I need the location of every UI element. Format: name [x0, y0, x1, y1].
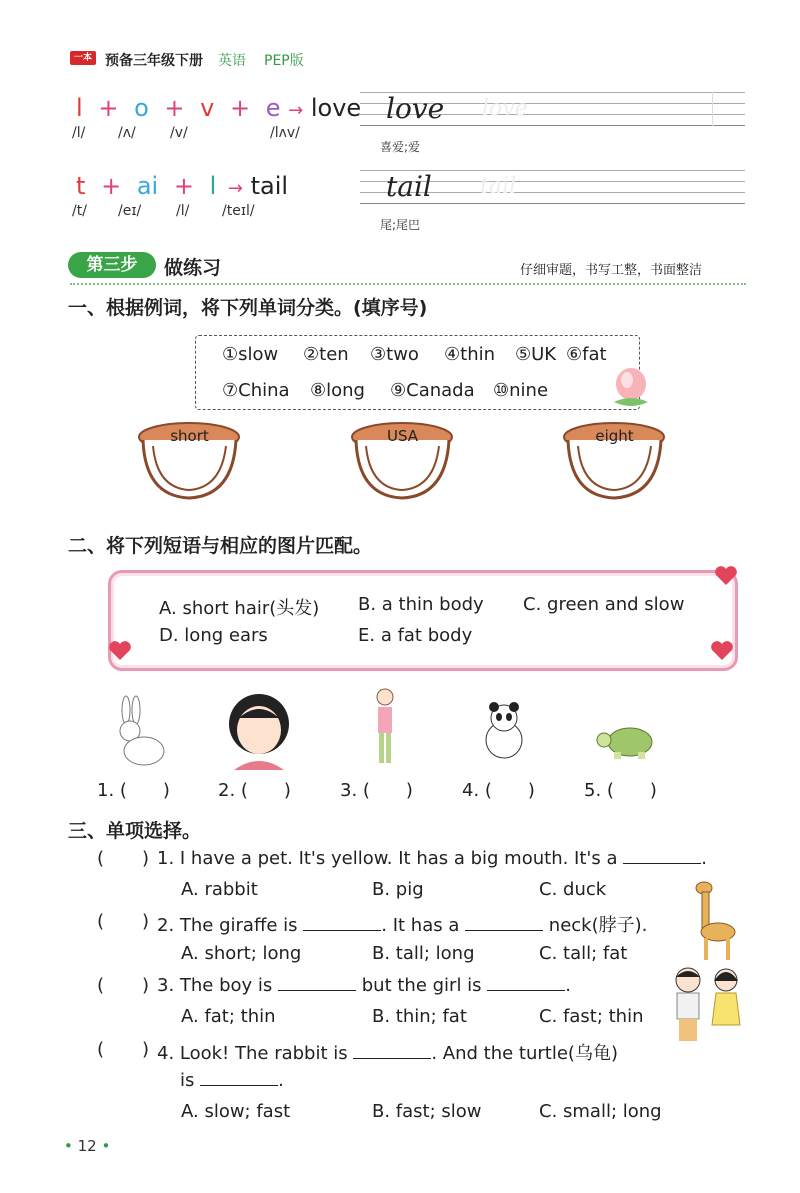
basket-label: short: [170, 427, 209, 445]
word-item: ②ten: [303, 344, 349, 365]
ipa-symbol: /eɪ/: [118, 203, 142, 219]
option-b: B. a thin body: [358, 594, 484, 615]
answer-paren[interactable]: ( ): [97, 1039, 150, 1060]
series-badge: 一本: [70, 51, 96, 65]
word-item: ⑥fat: [566, 344, 607, 365]
option-d: D. long ears: [159, 625, 268, 646]
word-item: ④thin: [444, 344, 496, 365]
ipa-symbol: /teɪl/: [222, 203, 255, 219]
step-tip: 仔细审题，书写工整，书面整洁: [520, 263, 703, 278]
word-bank: [195, 335, 640, 410]
question-2: 2. The giraffe is . It has a neck(脖子).: [157, 915, 648, 936]
option[interactable]: B. fast; slow: [372, 1101, 482, 1122]
panda-icon: [478, 700, 533, 760]
plus-sign: +: [98, 94, 119, 122]
basket-short[interactable]: [137, 420, 242, 506]
subject-label: 英语: [218, 53, 246, 69]
ipa-symbol: /v/: [170, 125, 188, 141]
ipa-symbol: /ʌ/: [118, 125, 136, 141]
phonic-word: love: [310, 94, 362, 122]
question-1: 1. I have a pet. It's yellow. It has a big mouth. It's a .: [157, 848, 707, 869]
basket-label: eight: [595, 427, 634, 445]
option-a: A. short hair(头发): [159, 598, 320, 619]
turtle-icon: [594, 718, 660, 762]
option[interactable]: B. tall; long: [372, 943, 475, 964]
option[interactable]: B. thin; fat: [372, 1006, 467, 1027]
question-3: 3. The boy is but the girl is .: [157, 975, 571, 996]
girl-short-hair-icon: [224, 690, 294, 770]
phonic-word: tail: [250, 172, 289, 200]
handwritten-word: love: [386, 92, 445, 125]
word-item: ③two: [370, 344, 419, 365]
heart-icon: [108, 640, 132, 662]
meaning: 喜爱;爱: [380, 140, 421, 154]
word-item: ⑦China: [222, 380, 290, 401]
option-c: C. green and slow: [523, 594, 685, 615]
ipa-symbol: /lʌv/: [270, 125, 300, 141]
section2-title: 二、将下列短语与相应的图片匹配。: [68, 535, 373, 557]
divider: [70, 283, 746, 285]
option[interactable]: A. slow; fast: [181, 1101, 291, 1122]
option[interactable]: C. fast; thin: [539, 1006, 644, 1027]
answer-paren[interactable]: ( ): [97, 975, 150, 996]
option[interactable]: C. duck: [539, 879, 607, 900]
ipa-symbol: /l/: [72, 125, 86, 141]
trace-word: love: [482, 96, 528, 121]
page-number: • 12 •: [64, 1137, 111, 1155]
word-item: ①slow: [222, 344, 279, 365]
option[interactable]: A. short; long: [181, 943, 302, 964]
word-item: ⑤UK: [515, 344, 557, 365]
word-item: ⑨Canada: [390, 380, 475, 401]
basket-label: USA: [386, 427, 419, 445]
match-answer-1[interactable]: 1. ( ): [97, 780, 170, 801]
options-box: [108, 570, 738, 671]
option[interactable]: B. pig: [372, 879, 424, 900]
thin-girl-icon: [365, 685, 405, 773]
answer-paren[interactable]: ( ): [97, 911, 150, 932]
book-title: 预备三年级下册: [105, 53, 203, 69]
plus-sign: +: [229, 94, 251, 122]
plus-sign: +: [164, 94, 185, 122]
phonics-row-tail: [76, 172, 288, 203]
ipa-symbol: /t/: [72, 203, 87, 219]
option[interactable]: A. rabbit: [181, 879, 258, 900]
arrow-icon: →: [227, 178, 243, 199]
plus-sign: +: [101, 172, 122, 200]
phonic-letter: t: [76, 172, 86, 200]
answer-paren[interactable]: ( ): [97, 848, 150, 869]
heart-icon: [710, 640, 734, 662]
word-item: ⑩nine: [493, 380, 549, 401]
meaning: 尾;尾巴: [380, 218, 421, 232]
match-answer-3[interactable]: 3. ( ): [340, 780, 413, 801]
step-badge: 第三步: [68, 252, 156, 278]
phonic-letter: v: [200, 94, 215, 122]
giraffe-icon: [692, 880, 740, 962]
step-title: 做练习: [164, 257, 222, 279]
match-answer-5[interactable]: 5. ( ): [584, 780, 657, 801]
boy-girl-icon: [670, 965, 745, 1045]
section1-title: 一、根据例词，将下列单词分类。(填序号): [68, 297, 428, 319]
option[interactable]: C. tall; fat: [539, 943, 628, 964]
phonics-row-love: [76, 94, 361, 125]
phonic-letter: e: [265, 94, 281, 122]
basket-usa[interactable]: [350, 420, 455, 506]
option[interactable]: C. small; long: [539, 1101, 662, 1122]
match-answer-2[interactable]: 2. ( ): [218, 780, 291, 801]
option[interactable]: A. fat; thin: [181, 1006, 276, 1027]
rabbit-icon: [108, 695, 168, 770]
peach-icon: [610, 358, 652, 410]
question-4: 4. Look! The rabbit is . And the turtle(乌龟): [157, 1043, 618, 1064]
question-4-cont: is .: [180, 1070, 284, 1091]
ipa-symbol: /l/: [176, 203, 190, 219]
option-e: E. a fat body: [358, 625, 473, 646]
section3-title: 三、单项选择。: [68, 820, 202, 842]
version-label: PEP版: [264, 53, 304, 69]
heart-icon: [714, 565, 738, 587]
word-item: ⑧long: [310, 380, 365, 401]
basket-eight[interactable]: [562, 420, 667, 506]
phonic-letter: ai: [136, 172, 159, 200]
phonic-letter: o: [134, 94, 149, 122]
match-answer-4[interactable]: 4. ( ): [462, 780, 535, 801]
arrow-icon: →: [288, 100, 304, 121]
phonic-letter: l: [76, 94, 83, 122]
plus-sign: +: [173, 172, 194, 200]
phonic-letter: l: [209, 172, 217, 200]
handwritten-word: tail: [386, 170, 432, 203]
trace-word: tail: [480, 174, 517, 199]
